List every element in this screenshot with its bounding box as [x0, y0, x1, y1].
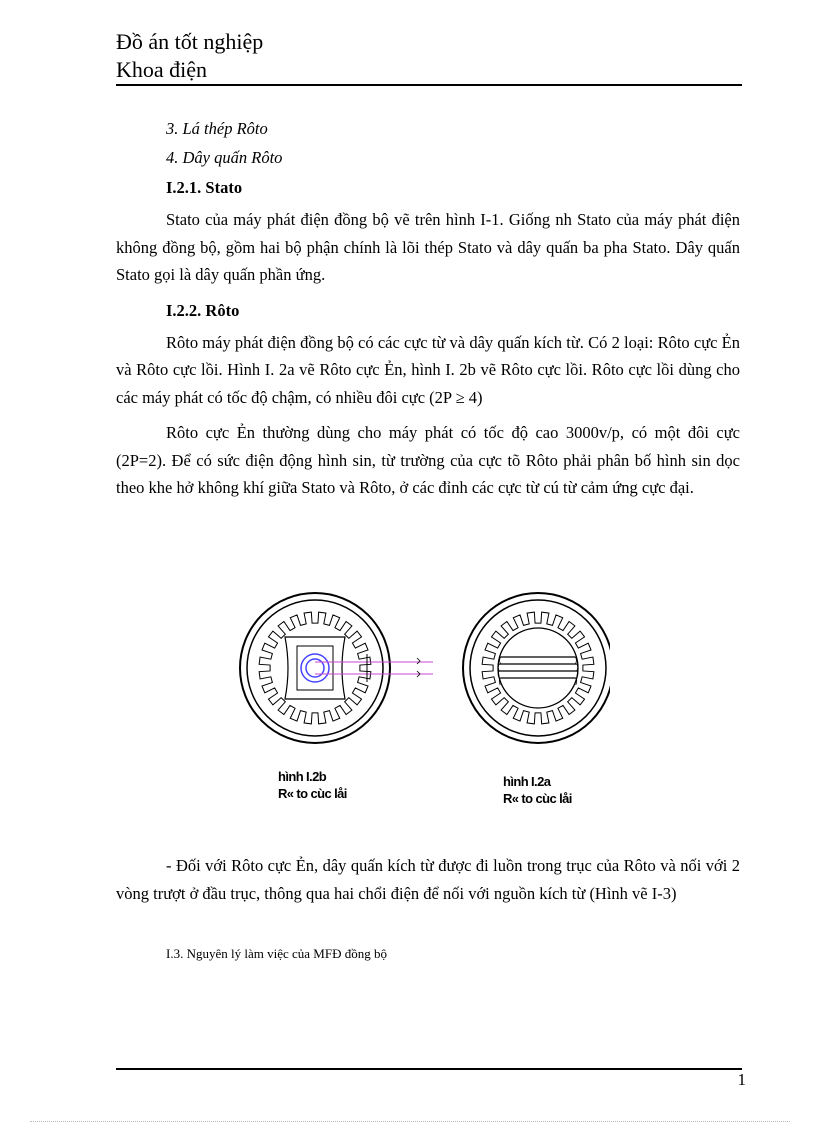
- caption-left: [278, 768, 347, 802]
- header-rule: [116, 84, 742, 86]
- page-header: [116, 28, 740, 84]
- header-subtitle: Khoa điện: [116, 57, 208, 82]
- caption-right-line1: hình I.2a: [503, 774, 551, 789]
- list-item: 4. Dây quấn Rôto: [166, 148, 283, 167]
- paragraph: Rôto máy phát điện đồng bộ có các cực từ và dây quấn kích từ. Có 2 loại: Rôto cực Ẻn và Rôto cực lồi. Hình I. 2a vẽ Rôto cực Ẻn, hình I. 2b vẽ Rôto cực lồi. Rôto cực lồi dùng cho các máy phát có tốc độ chậm, có nhiều đôi cực (2P ≥ 4): [116, 332, 740, 407]
- cylindrical-rotor-drawing: [463, 593, 610, 743]
- rotor-figure: [230, 590, 610, 815]
- caption-right: [503, 773, 572, 807]
- paragraph: Stato của máy phát điện đồng bộ vẽ trên hình I-1. Giống nh Stato của máy phát điện không đồng bộ, gồm hai bộ phận chính là lõi thép Stato và dây quấn ba pha Stato. Dây quấn Stato gọi là dây quấn phần ứng.: [116, 210, 740, 284]
- section-heading-principle: I.3. Nguyên lý làm việc của MFĐ đồng bộ: [166, 946, 387, 961]
- section-heading-roto: I.2.2. Rôto: [166, 300, 240, 320]
- caption-left-line1: hình I.2b: [278, 769, 327, 784]
- page-edge-dots: [30, 1121, 790, 1122]
- header-title: Đồ án tốt nghiệp: [116, 29, 264, 54]
- document-body: [116, 114, 740, 510]
- paragraph: - Đối với Rôto cực Ẻn, dây quấn kích từ được đi luồn trong trục của Rôto và nối với 2 vòng trượt ở đầu trục, thông qua hai chổi điện để nối với nguồn kích từ (Hình vẽ I-3): [116, 856, 740, 903]
- list-item: 3. Lá thép Rôto: [166, 119, 268, 138]
- salient-pole-rotor-drawing: [240, 593, 433, 743]
- page-number: 1: [737, 1070, 746, 1089]
- document-body-continued: [116, 848, 740, 915]
- caption-left-line2: R« to cùc låi: [278, 786, 347, 801]
- footer-rule: [116, 1068, 742, 1070]
- section-heading-stato: I.2.1. Stato: [166, 178, 243, 197]
- caption-right-line2: R« to cùc låi: [503, 791, 572, 806]
- paragraph: Rôto cực Ẻn thường dùng cho máy phát có tốc độ cao 3000v/p, có một đôi cực (2P=2). Để có sức điện động hình sin, từ trường của cực tõ Rôto phải phân bố hình sin dọc theo khe hở không khí giữa Stato và Rôto, ở các đỉnh các cực từ cú từ cảm ứng cực đại.: [116, 423, 740, 497]
